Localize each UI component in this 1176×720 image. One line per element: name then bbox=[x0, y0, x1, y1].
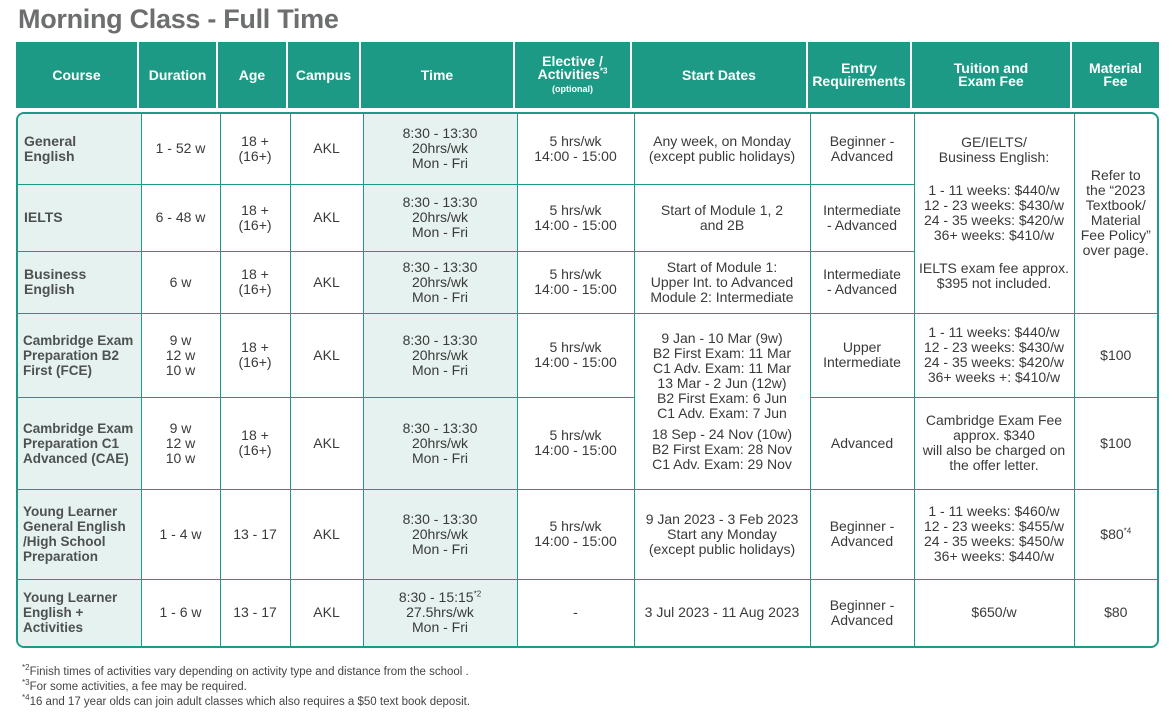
footnotes bbox=[22, 665, 470, 710]
course-name: Cambridge Exam Preparation B2 First (FCE) bbox=[18, 313, 141, 397]
start-dates-cell: Start of Module 1, 2 and 2B bbox=[634, 184, 810, 251]
table-row bbox=[18, 397, 1157, 489]
table-header bbox=[16, 42, 1159, 108]
campus-cell: AKL bbox=[290, 251, 363, 313]
elective-cell: 5 hrs/wk 14:00 - 15:00 bbox=[517, 397, 634, 489]
header-campus: Campus bbox=[288, 42, 361, 108]
campus-cell: AKL bbox=[290, 489, 363, 579]
header-elective: Elective / Activities$^{*3}$ (optional) bbox=[515, 42, 632, 108]
footnote: $^{*2}$Finish times of activities vary depending on activity type and distance from the school . bbox=[22, 663, 469, 678]
header-time: Time bbox=[361, 42, 515, 108]
table-row bbox=[18, 313, 1157, 397]
time-cell: 8:30 - 13:30 20hrs/wk Mon - Fri bbox=[363, 489, 517, 579]
start-dates-cell: Any week, on Monday (except public holidays) bbox=[634, 114, 810, 184]
tuition-cell: 1 - 11 weeks: $440/w 12 - 23 weeks: $430/w 24 - 35 weeks: $420/w 36+ weeks +: $410/w bbox=[914, 313, 1074, 397]
tuition-cell: Cambridge Exam Fee approx. $340 will also be charged on the offer letter. bbox=[914, 397, 1074, 489]
age-cell: 18 + (16+) bbox=[220, 114, 290, 184]
course-table bbox=[16, 112, 1159, 648]
duration-cell: 1 - 6 w bbox=[141, 579, 220, 646]
age-cell: 18 + (16+) bbox=[220, 397, 290, 489]
footnote: $^{*4}$16 and 17 year olds can join adult classes which also requires a $50 text book deposit. bbox=[22, 693, 471, 708]
time-cell: 8:30 - 15:15$^{*2}$ 27.5hrs/wk Mon - Fri bbox=[363, 579, 517, 646]
campus-cell: AKL bbox=[290, 313, 363, 397]
header-entry: Entry Requirements bbox=[808, 42, 912, 108]
header-course: Course bbox=[16, 42, 139, 108]
start-dates-cell: 9 Jan 2023 - 3 Feb 2023 Start any Monday (except public holidays) bbox=[634, 489, 810, 579]
duration-cell: 1 - 52 w bbox=[141, 114, 220, 184]
tuition-cell-general: GE/IELTS/ Business English: 1 - 11 weeks: $440/w 12 - 23 weeks: $430/w 24 - 35 weeks: $420/w 36+ weeks: $410/w IELTS exam fee approx. $395 not included. bbox=[914, 114, 1074, 313]
header-duration: Duration bbox=[139, 42, 218, 108]
course-name: Business English bbox=[18, 251, 141, 313]
time-cell: 8:30 - 13:30 20hrs/wk Mon - Fri bbox=[363, 397, 517, 489]
age-cell: 13 - 17 bbox=[220, 579, 290, 646]
elective-cell: 5 hrs/wk 14:00 - 15:00 bbox=[517, 313, 634, 397]
header-age: Age bbox=[218, 42, 288, 108]
duration-cell: 9 w 12 w 10 w bbox=[141, 397, 220, 489]
table-row bbox=[18, 114, 1157, 184]
entry-cell: Beginner - Advanced bbox=[810, 114, 914, 184]
campus-cell: AKL bbox=[290, 184, 363, 251]
entry-cell: Upper Intermediate bbox=[810, 313, 914, 397]
age-cell: 13 - 17 bbox=[220, 489, 290, 579]
time-cell: 8:30 - 13:30 20hrs/wk Mon - Fri bbox=[363, 313, 517, 397]
tuition-cell: $650/w bbox=[914, 579, 1074, 646]
age-cell: 18 + (16+) bbox=[220, 184, 290, 251]
start-dates-cell-cambridge: 9 Jan - 10 Mar (9w) B2 First Exam: 11 Mar C1 Adv. Exam: 11 Mar 13 Mar - 2 Jun (12w) B2 First Exam: 6 Jun C1 Adv. Exam: 7 Jun 18 Sep - 24 Nov (10w) B2 First Exam: 28 Nov C1 Adv. Exam: 29 Nov bbox=[634, 313, 810, 489]
start-dates-cell: 3 Jul 2023 - 11 Aug 2023 bbox=[634, 579, 810, 646]
material-cell: $100 bbox=[1074, 313, 1157, 397]
elective-cell: 5 hrs/wk 14:00 - 15:00 bbox=[517, 184, 634, 251]
duration-cell: 1 - 4 w bbox=[141, 489, 220, 579]
header-material: Material Fee bbox=[1072, 42, 1159, 108]
material-policy-cell: Refer to the “2023 Textbook/ Material Fee Policy” over page. bbox=[1074, 114, 1157, 313]
duration-cell: 9 w 12 w 10 w bbox=[141, 313, 220, 397]
elective-cell: 5 hrs/wk 14:00 - 15:00 bbox=[517, 251, 634, 313]
course-name: Young Learner English + Activities bbox=[18, 579, 141, 646]
time-cell: 8:30 - 13:30 20hrs/wk Mon - Fri bbox=[363, 184, 517, 251]
entry-cell: Advanced bbox=[810, 397, 914, 489]
material-cell: $80$^{*4}$ bbox=[1074, 489, 1157, 579]
entry-cell: Intermediate - Advanced bbox=[810, 184, 914, 251]
age-cell: 18 + (16+) bbox=[220, 313, 290, 397]
entry-cell: Intermediate - Advanced bbox=[810, 251, 914, 313]
course-name: IELTS bbox=[18, 184, 141, 251]
material-cell: $80 bbox=[1074, 579, 1157, 646]
elective-cell: - bbox=[517, 579, 634, 646]
tuition-cell: 1 - 11 weeks: $460/w 12 - 23 weeks: $455/w 24 - 35 weeks: $450/w 36+ weeks: $440/w bbox=[914, 489, 1074, 579]
material-cell: $100 bbox=[1074, 397, 1157, 489]
table-row bbox=[18, 489, 1157, 579]
duration-cell: 6 - 48 w bbox=[141, 184, 220, 251]
elective-cell: 5 hrs/wk 14:00 - 15:00 bbox=[517, 489, 634, 579]
footnote: $^{*3}$For some activities, a fee may be required. bbox=[22, 678, 247, 693]
duration-cell: 6 w bbox=[141, 251, 220, 313]
table-row bbox=[18, 579, 1157, 646]
course-name: Cambridge Exam Preparation C1 Advanced (CAE) bbox=[18, 397, 141, 489]
campus-cell: AKL bbox=[290, 397, 363, 489]
elective-cell: 5 hrs/wk 14:00 - 15:00 bbox=[517, 114, 634, 184]
page-title: Morning Class - Full Time bbox=[18, 4, 339, 34]
course-name: General English bbox=[18, 114, 141, 184]
age-cell: 18 + (16+) bbox=[220, 251, 290, 313]
entry-cell: Beginner - Advanced bbox=[810, 489, 914, 579]
campus-cell: AKL bbox=[290, 579, 363, 646]
header-tuition: Tuition and Exam Fee bbox=[912, 42, 1072, 108]
time-cell: 8:30 - 13:30 20hrs/wk Mon - Fri bbox=[363, 251, 517, 313]
time-cell: 8:30 - 13:30 20hrs/wk Mon - Fri bbox=[363, 114, 517, 184]
campus-cell: AKL bbox=[290, 114, 363, 184]
header-start-dates: Start Dates bbox=[632, 42, 808, 108]
entry-cell: Beginner - Advanced bbox=[810, 579, 914, 646]
start-dates-cell: Start of Module 1: Upper Int. to Advanced Module 2: Intermediate bbox=[634, 251, 810, 313]
course-name: Young Learner General English /High School Preparation bbox=[18, 489, 141, 579]
